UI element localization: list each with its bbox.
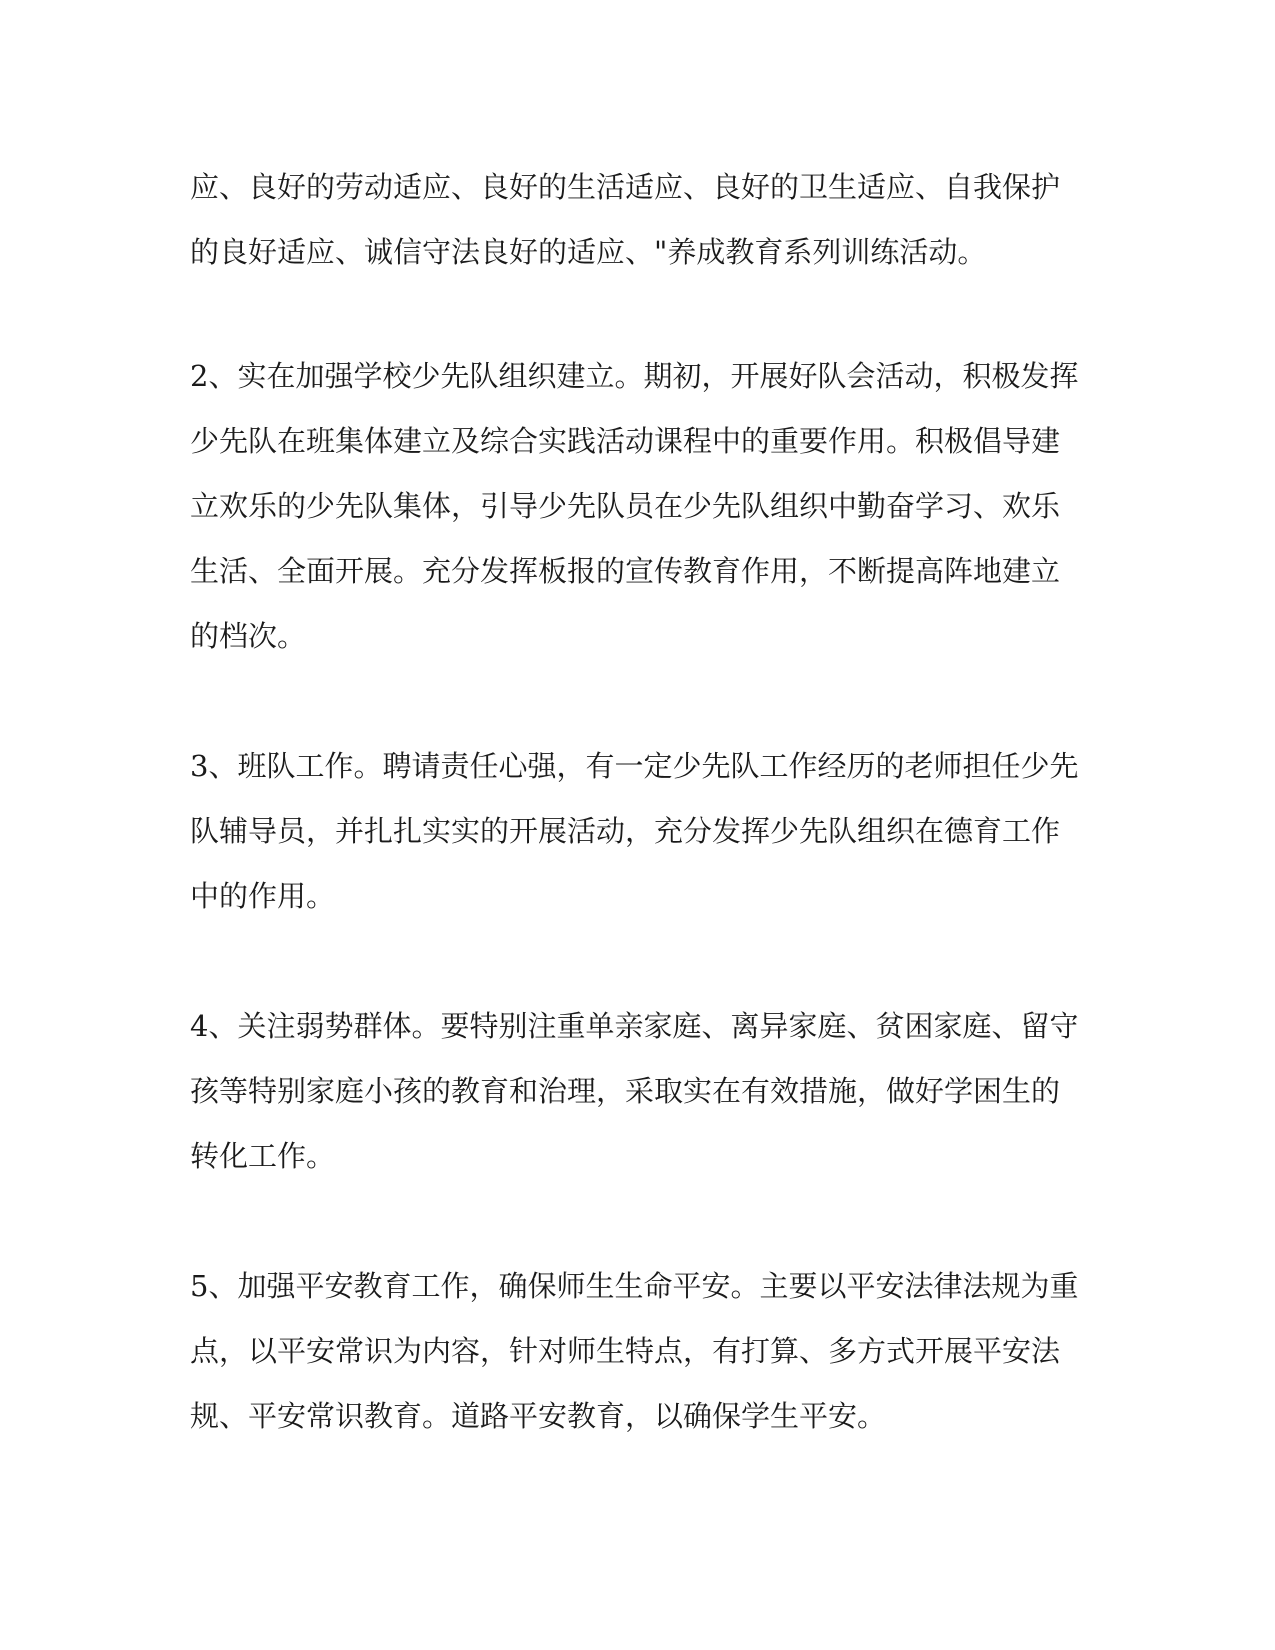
text-line: 2、实在加强学校少先队组织建立。期初，开展好队会活动，积极发挥	[190, 359, 1079, 393]
text-line: 少先队在班集体建立及综合实践活动课程中的重要作用。积极倡导建	[190, 424, 1061, 458]
text-line: 规、平安常识教育。道路平安教育，以确保学生平安。	[190, 1399, 887, 1433]
text-line: 中的作用。	[190, 879, 336, 913]
paragraph-item-3	[190, 734, 1080, 929]
paragraph-item-2	[190, 344, 1080, 669]
paragraph-item-4	[190, 994, 1080, 1189]
text-line: 4、关注弱势群体。要特别注重单亲家庭、离异家庭、贫困家庭、留守	[190, 1009, 1079, 1043]
text-line: 的档次。	[190, 619, 307, 653]
text-line: 点，以平安常识为内容，针对师生特点，有打算、多方式开展平安法	[190, 1334, 1061, 1368]
text-line: 3、班队工作。聘请责任心强，有一定少先队工作经历的老师担任少先	[190, 749, 1079, 783]
paragraph-continuation	[190, 155, 1080, 285]
text-line: 5、加强平安教育工作，确保师生生命平安。主要以平安法律法规为重	[190, 1269, 1079, 1303]
text-line: 应、良好的劳动适应、良好的生活适应、良好的卫生适应、自我保护	[190, 170, 1061, 204]
paragraph-item-5	[190, 1254, 1080, 1449]
text-line: 生活、全面开展。充分发挥板报的宣传教育作用，不断提高阵地建立	[190, 554, 1061, 588]
text-line: 孩等特别家庭小孩的教育和治理，采取实在有效措施，做好学困生的	[190, 1074, 1061, 1108]
text-line: 立欢乐的少先队集体，引导少先队员在少先队组织中勤奋学习、欢乐	[190, 489, 1061, 523]
text-line: 转化工作。	[190, 1139, 336, 1173]
text-line: 队辅导员，并扎扎实实的开展活动，充分发挥少先队组织在德育工作	[190, 814, 1061, 848]
text-line: 的良好适应、诚信守法良好的适应、"养成教育系列训练活动。	[190, 235, 987, 269]
